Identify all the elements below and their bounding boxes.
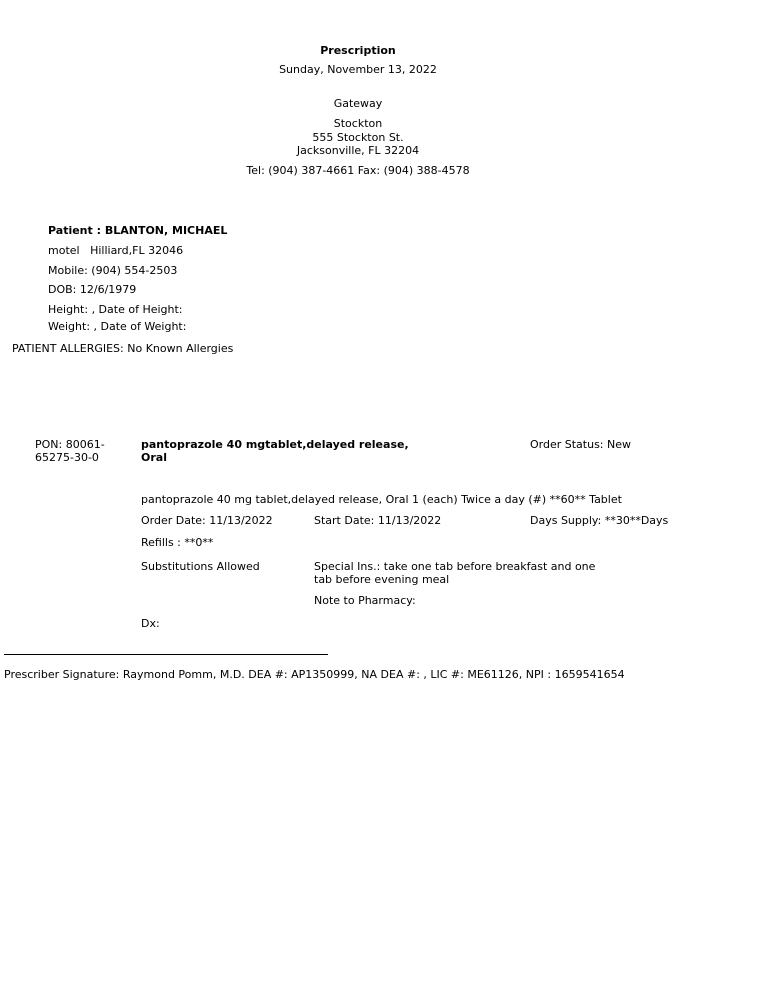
start-date: Start Date: 11/13/2022 <box>314 514 442 527</box>
order-date: Order Date: 11/13/2022 <box>141 514 273 527</box>
document-title: Prescription <box>320 44 396 57</box>
pon-number: PON: 80061-65275-30-0 <box>35 438 105 464</box>
pharmacy-name: Gateway <box>333 97 383 110</box>
prescription-date: Sunday, November 13, 2022 <box>279 63 437 76</box>
patient-address: motel Hilliard,FL 32046 <box>48 244 184 257</box>
note-to-pharmacy: Note to Pharmacy: <box>314 594 416 607</box>
special-instructions: Special Ins.: take one tab before breakfast and one tab before evening meal <box>314 560 596 586</box>
pharmacy-phone: Tel: (904) 387-4661 Fax: (904) 388-4578 <box>246 164 470 177</box>
drug-title: pantoprazole 40 mgtablet,delayed release, Oral <box>141 438 409 464</box>
refills: Refills : **0** <box>141 536 214 549</box>
pharmacy-location: Stockton <box>333 117 383 130</box>
patient-dob: DOB: 12/6/1979 <box>48 283 137 296</box>
drug-sig: pantoprazole 40 mg tablet,delayed release, Oral 1 (each) Twice a day (#) **60** Tablet <box>141 493 622 506</box>
patient-name: Patient : BLANTON, MICHAEL <box>48 224 228 237</box>
pharmacy-city: Jacksonville, FL 32204 <box>296 144 420 157</box>
patient-mobile: Mobile: (904) 554-2503 <box>48 264 178 277</box>
prescriber-signature: Prescriber Signature: Raymond Pomm, M.D. DEA #: AP1350999, NA DEA #: , LIC #: ME61126, NPI : 1659541654 <box>4 668 625 681</box>
diagnosis: Dx: <box>141 617 160 630</box>
substitutions: Substitutions Allowed <box>141 560 260 573</box>
days-supply: Days Supply: **30**Days <box>530 514 669 527</box>
order-status: Order Status: New <box>530 438 632 451</box>
patient-allergies: PATIENT ALLERGIES: No Known Allergies <box>12 342 234 355</box>
signature-line <box>4 654 328 655</box>
patient-height: Height: , Date of Height: <box>48 303 183 316</box>
pharmacy-street: 555 Stockton St. <box>312 131 404 144</box>
patient-weight: Weight: , Date of Weight: <box>48 320 187 333</box>
